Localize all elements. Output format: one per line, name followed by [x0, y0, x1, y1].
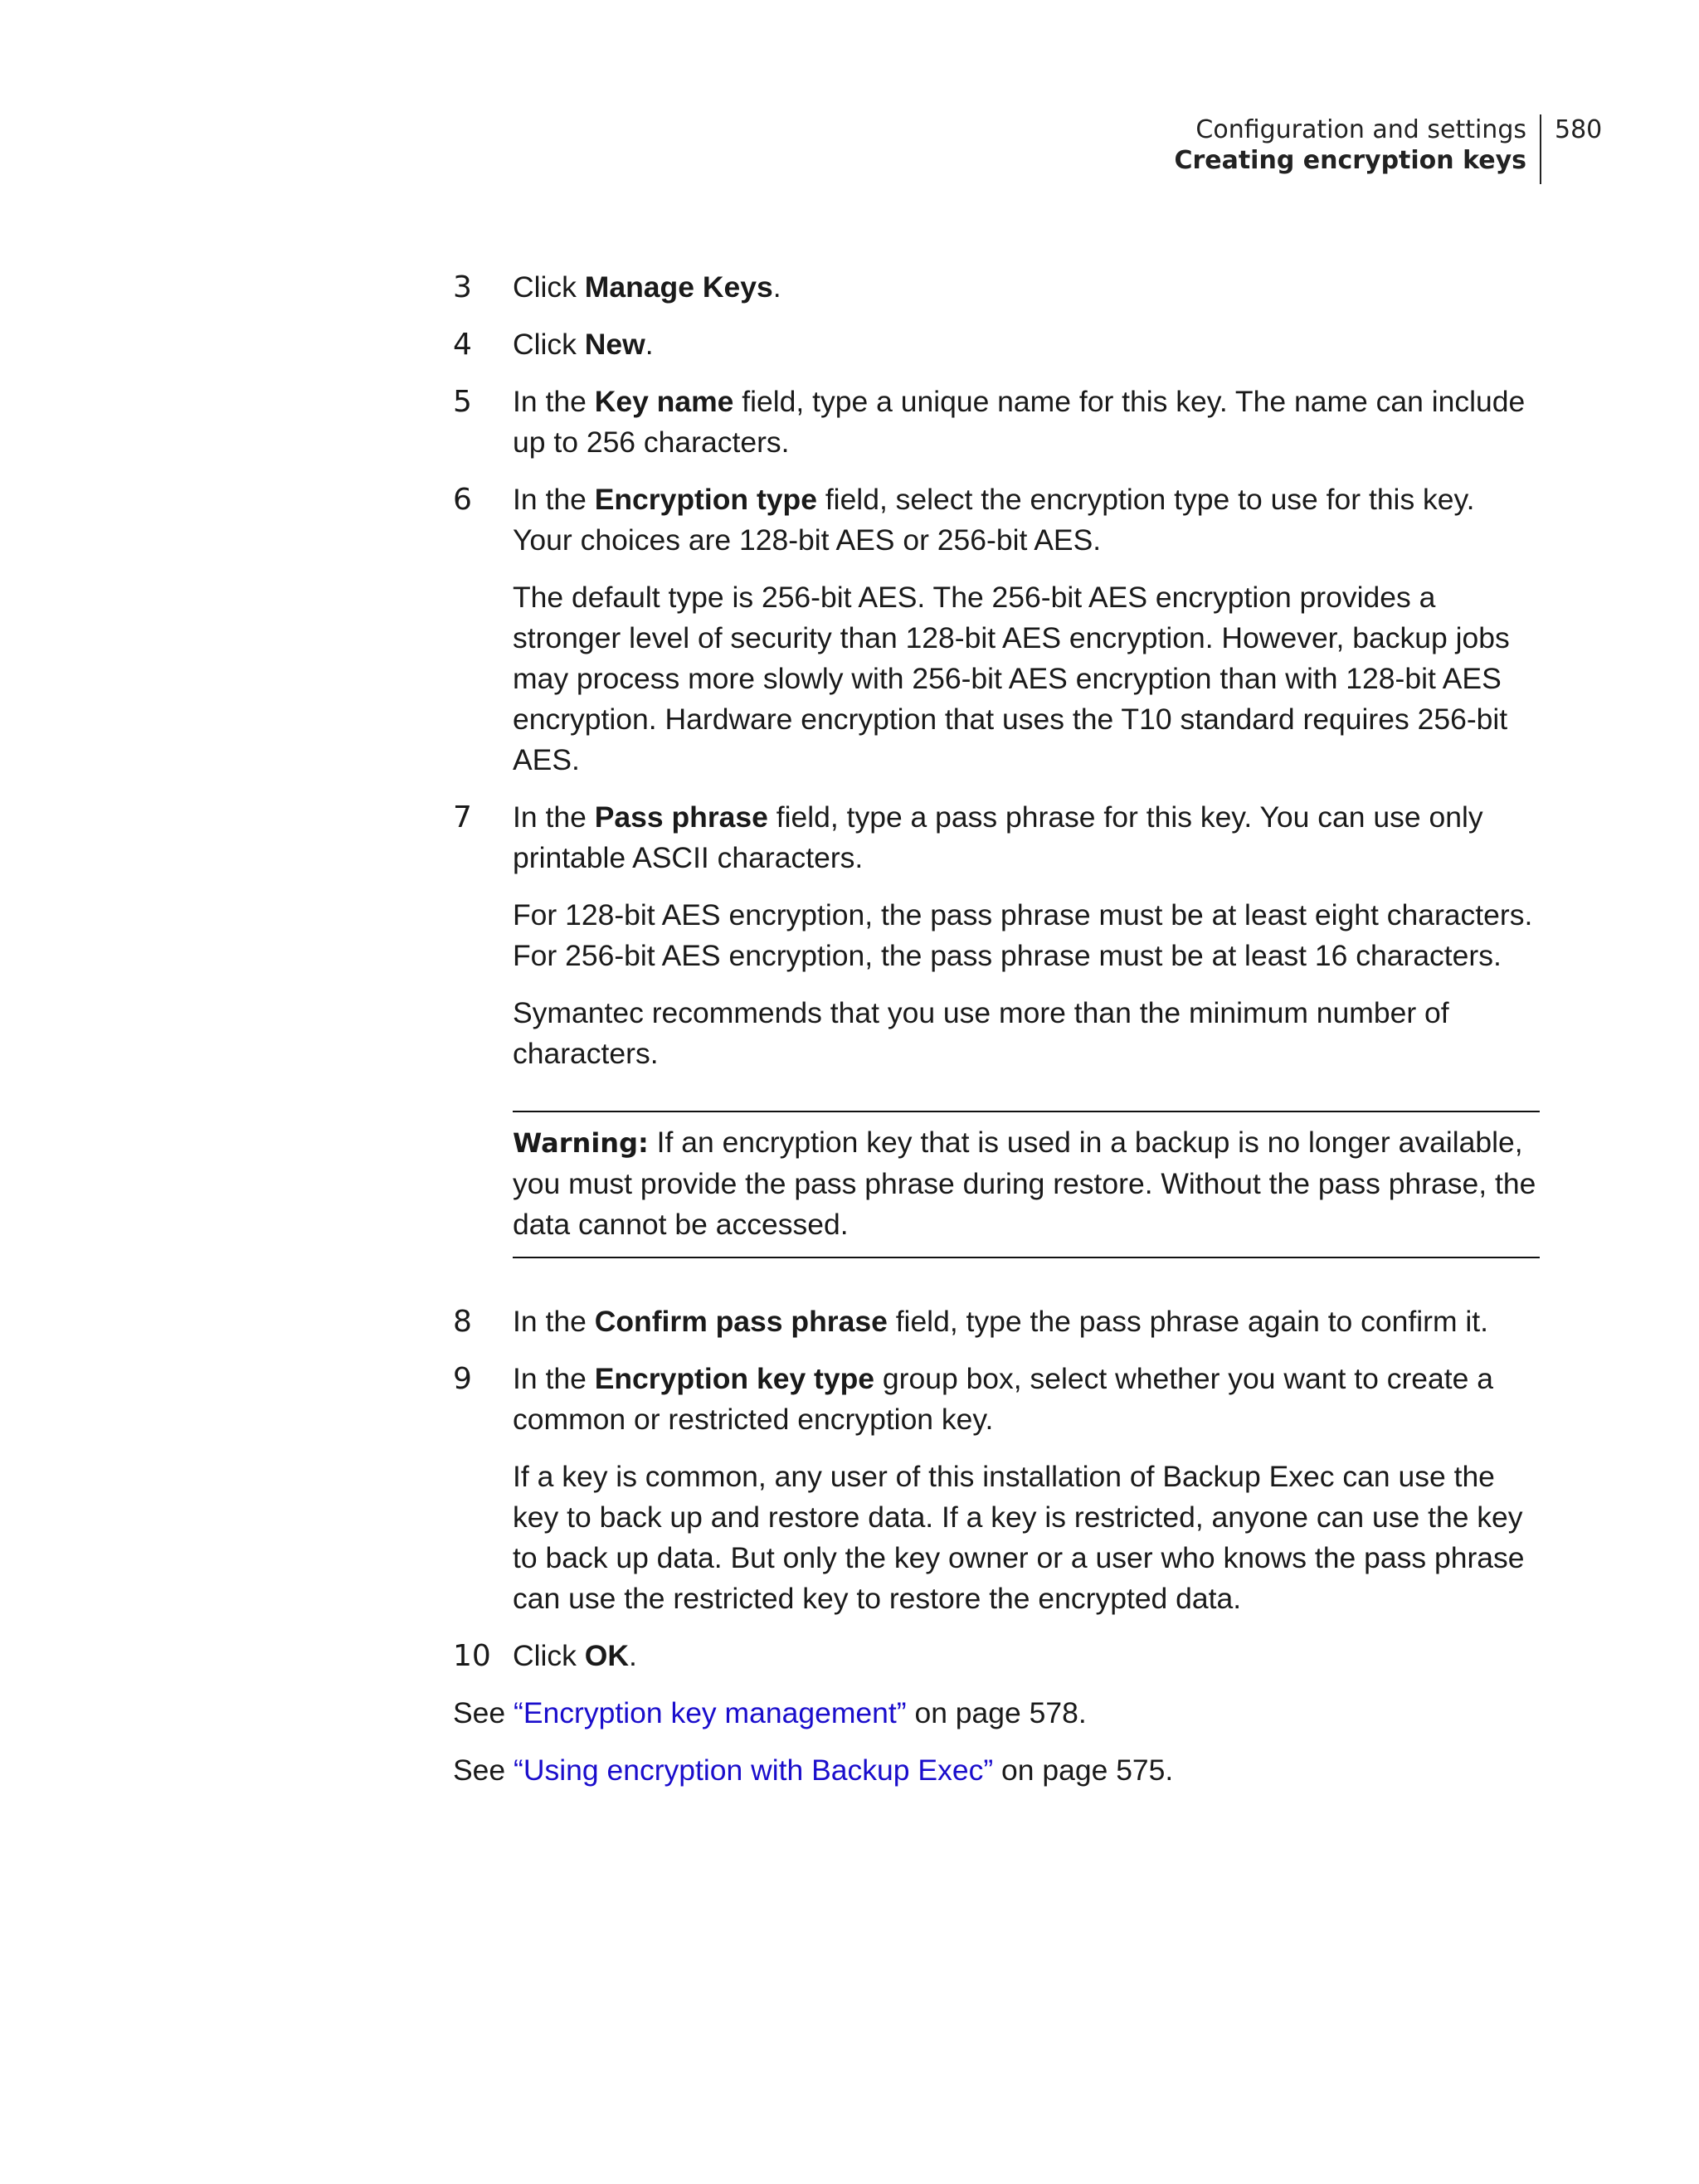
- warning-box: [513, 1111, 1540, 1258]
- warning-text: If an encryption key that is used in a backup is no longer available, you must provide the pass phrase during restore. Without the pass phrase, the data cannot be accessed.: [513, 1126, 1536, 1241]
- step-4: [453, 324, 1540, 365]
- header-subsection: Creating encryption keys: [1174, 146, 1526, 175]
- warning-label: Warning:: [513, 1127, 649, 1159]
- step-10: [453, 1636, 1540, 1676]
- page-number: 580: [1555, 115, 1603, 144]
- ui-term: Encryption key type: [594, 1362, 875, 1395]
- step-note: Symantec recommends that you use more than the minimum number of characters.: [513, 996, 1449, 1070]
- step-8: [453, 1301, 1540, 1342]
- step-7: [453, 797, 1540, 1074]
- see-also-encryption-key-management: See “Encryption key management” on page 578.: [453, 1696, 1087, 1729]
- step-number: 3: [453, 270, 472, 304]
- cross-reference-link[interactable]: “Encryption key management”: [514, 1696, 907, 1729]
- step-5: [453, 382, 1540, 463]
- step-9: [453, 1359, 1540, 1619]
- running-header: [1174, 114, 1603, 184]
- step-note: If a key is common, any user of this installation of Backup Exec can use the key to back up and restore data. If a key is restricted, anyone can use the key to back up data. But only the key owner or a user who knows the pass phrase can use the restricted key to restore the encrypted data.: [513, 1460, 1525, 1615]
- step-3: [453, 267, 1540, 308]
- step-note: The default type is 256-bit AES. The 256-bit AES encryption provides a stronger level of security than 128-bit AES encryption. However, backup jobs may process more slowly with 256-bit AES encryption than with 128-bit AES encryption. Hardware encryption that uses the T10 standard requires 256-bit AES.: [513, 581, 1510, 776]
- step-number: 10: [453, 1639, 491, 1673]
- header-section: Configuration and settings: [1195, 115, 1526, 144]
- step-text: In the Pass phrase field, type a pass phrase for this key. You can use only printable ASCII characters.: [513, 800, 1483, 874]
- ui-term: Key name: [594, 385, 734, 418]
- ui-term: Manage Keys: [584, 270, 773, 304]
- step-text: Click New.: [513, 328, 654, 361]
- step-6: [453, 479, 1540, 781]
- ui-term: Encryption type: [594, 483, 817, 516]
- step-text: Click Manage Keys.: [513, 270, 781, 304]
- step-text: Click OK.: [513, 1639, 637, 1672]
- see-also-using-encryption: See “Using encryption with Backup Exec” on page 575.: [453, 1754, 1174, 1787]
- step-number: 7: [453, 800, 472, 834]
- step-number: 8: [453, 1305, 472, 1339]
- step-number: 9: [453, 1362, 472, 1396]
- cross-reference-link[interactable]: “Using encryption with Backup Exec”: [514, 1754, 994, 1787]
- header-text: [1174, 114, 1540, 176]
- ui-term: Confirm pass phrase: [594, 1305, 888, 1338]
- ui-term: New: [584, 328, 645, 361]
- ui-term: OK: [584, 1639, 630, 1672]
- ui-term: Pass phrase: [594, 800, 768, 834]
- step-text: In the Confirm pass phrase field, type the pass phrase again to confirm it.: [513, 1305, 1489, 1338]
- step-number: 5: [453, 385, 472, 419]
- page-content: [453, 267, 1540, 1807]
- step-note: For 128-bit AES encryption, the pass phrase must be at least eight characters. For 256-bit AES encryption, the pass phrase must be at least 16 characters.: [513, 898, 1533, 972]
- step-text: In the Encryption type field, select the encryption type to use for this key. Your choices are 128-bit AES or 256-bit AES.: [513, 483, 1475, 557]
- step-text: In the Encryption key type group box, select whether you want to create a common or restricted encryption key.: [513, 1362, 1493, 1436]
- step-number: 4: [453, 328, 472, 362]
- step-number: 6: [453, 483, 472, 517]
- step-text: In the Key name field, type a unique name for this key. The name can include up to 256 characters.: [513, 385, 1526, 459]
